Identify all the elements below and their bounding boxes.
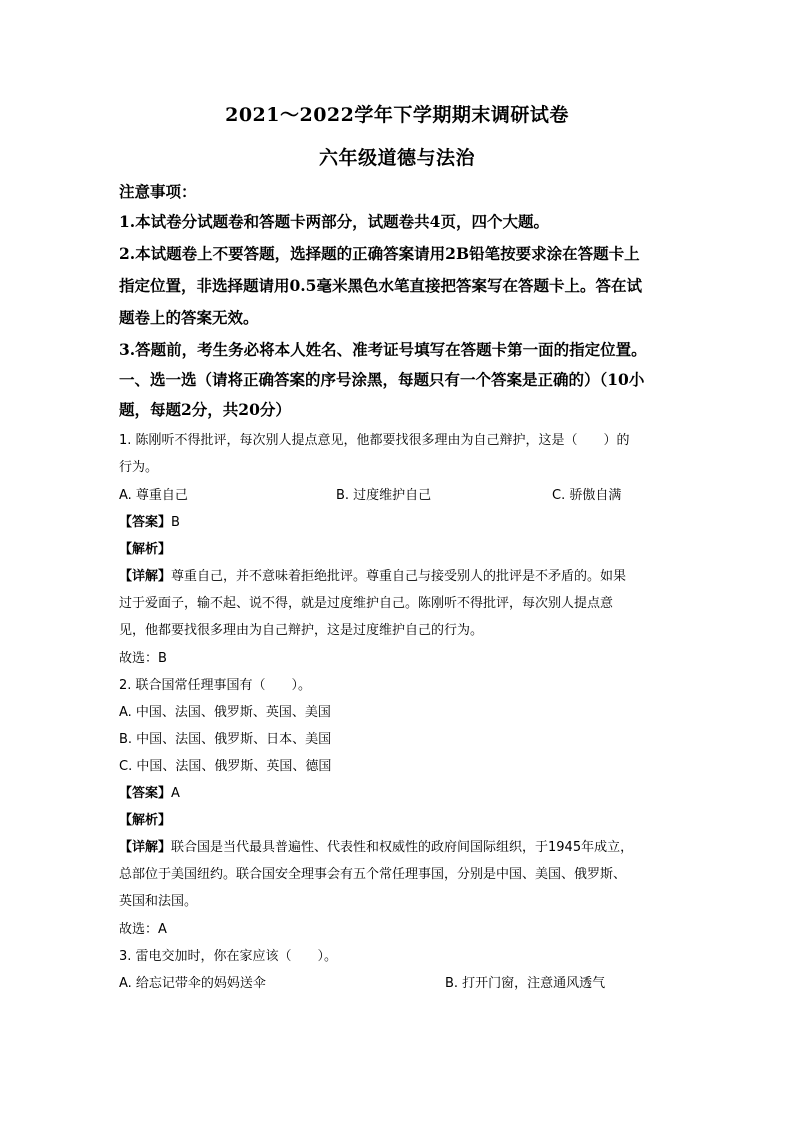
detail-text: 过于爱面子，输不起、说不得，就是过度维护自己。陈刚听不得批评，每次别人提点意	[119, 596, 614, 611]
detail-label: 【详解】	[119, 569, 172, 584]
option-c: C. 骄傲自满	[552, 488, 622, 503]
answer-value: B	[171, 515, 180, 530]
option-c: C. 中国、法国、俄罗斯、英国、德国	[119, 759, 332, 774]
answer-label: 【答案】	[119, 515, 172, 530]
option-b: B. 过度维护自己	[336, 488, 432, 503]
detail-text: 见，他都要找很多理由为自己辩护，这是过度维护自己的行为。	[119, 623, 484, 638]
detail-text: 尊重自己，并不意味着拒绝批评。尊重自己与接受别人的批评是不矛盾的。如果	[171, 569, 627, 584]
detail-text: 联合国是当代最具普遍性、代表性和权威性的政府间国际组织，于1945年成立，	[171, 840, 634, 855]
choice-line: 故选：A	[119, 922, 167, 937]
notice-item: 3.答题前，考生务必将本人姓名、准考证号填写在答题卡第一面的指定位置。	[119, 340, 647, 359]
detail-text: 总部位于美国纽约。联合国安全理事会有五个常任理事国，分别是中国、美国、俄罗斯、	[119, 867, 627, 882]
answer-label: 【答案】	[119, 786, 172, 801]
option-b: B. 打开门窗，注意通风透气	[445, 976, 606, 991]
option-a: A. 中国、法国、俄罗斯、英国、美国	[119, 705, 331, 720]
option-a: A. 给忘记带伞的妈妈送伞	[119, 976, 266, 991]
option-b: B. 中国、法国、俄罗斯、日本、美国	[119, 732, 332, 747]
question-stem: 2. 联合国常任理事国有（ ）。	[119, 678, 312, 693]
question-stem: 行为。	[119, 460, 159, 475]
section-heading: 题，每题2分，共20分）	[119, 400, 291, 419]
notice-item: 题卷上的答案无效。	[119, 308, 259, 327]
notice-item: 指定位置，非选择题请用0.5毫米黑色水笔直接把答案写在答题卡上。答在试	[119, 276, 642, 295]
analysis-label: 【解析】	[119, 542, 172, 557]
detail-line	[119, 565, 626, 585]
detail-line	[119, 836, 633, 856]
notice-item: 1.本试卷分试题卷和答题卡两部分，试题卷共4页，四个大题。	[119, 212, 549, 231]
notice-heading: 注意事项：	[119, 182, 197, 201]
question-stem: 1. 陈刚听不得批评，每次别人提点意见，他都要找很多理由为自己辩护，这是（ ）的	[119, 433, 630, 448]
choice-line: 故选：B	[119, 651, 167, 666]
exam-subtitle: 六年级道德与法治	[318, 147, 475, 169]
detail-text: 英国和法国。	[119, 894, 198, 909]
notice-item: 2.本试题卷上不要答题，选择题的正确答案请用2B铅笔按要求涂在答题卡上	[119, 244, 640, 263]
answer-line	[119, 782, 180, 802]
exam-title: 2021～2022学年下学期期末调研试卷	[225, 104, 569, 126]
answer-line	[119, 511, 180, 531]
option-a: A. 尊重自己	[119, 488, 188, 503]
analysis-label: 【解析】	[119, 813, 172, 828]
answer-value: A	[171, 786, 180, 801]
section-heading: 一、选一选（请将正确答案的序号涂黑，每题只有一个答案是正确的）（10小	[119, 370, 645, 389]
question-stem: 3. 雷电交加时，你在家应该（ ）。	[119, 949, 338, 964]
detail-label: 【详解】	[119, 840, 172, 855]
